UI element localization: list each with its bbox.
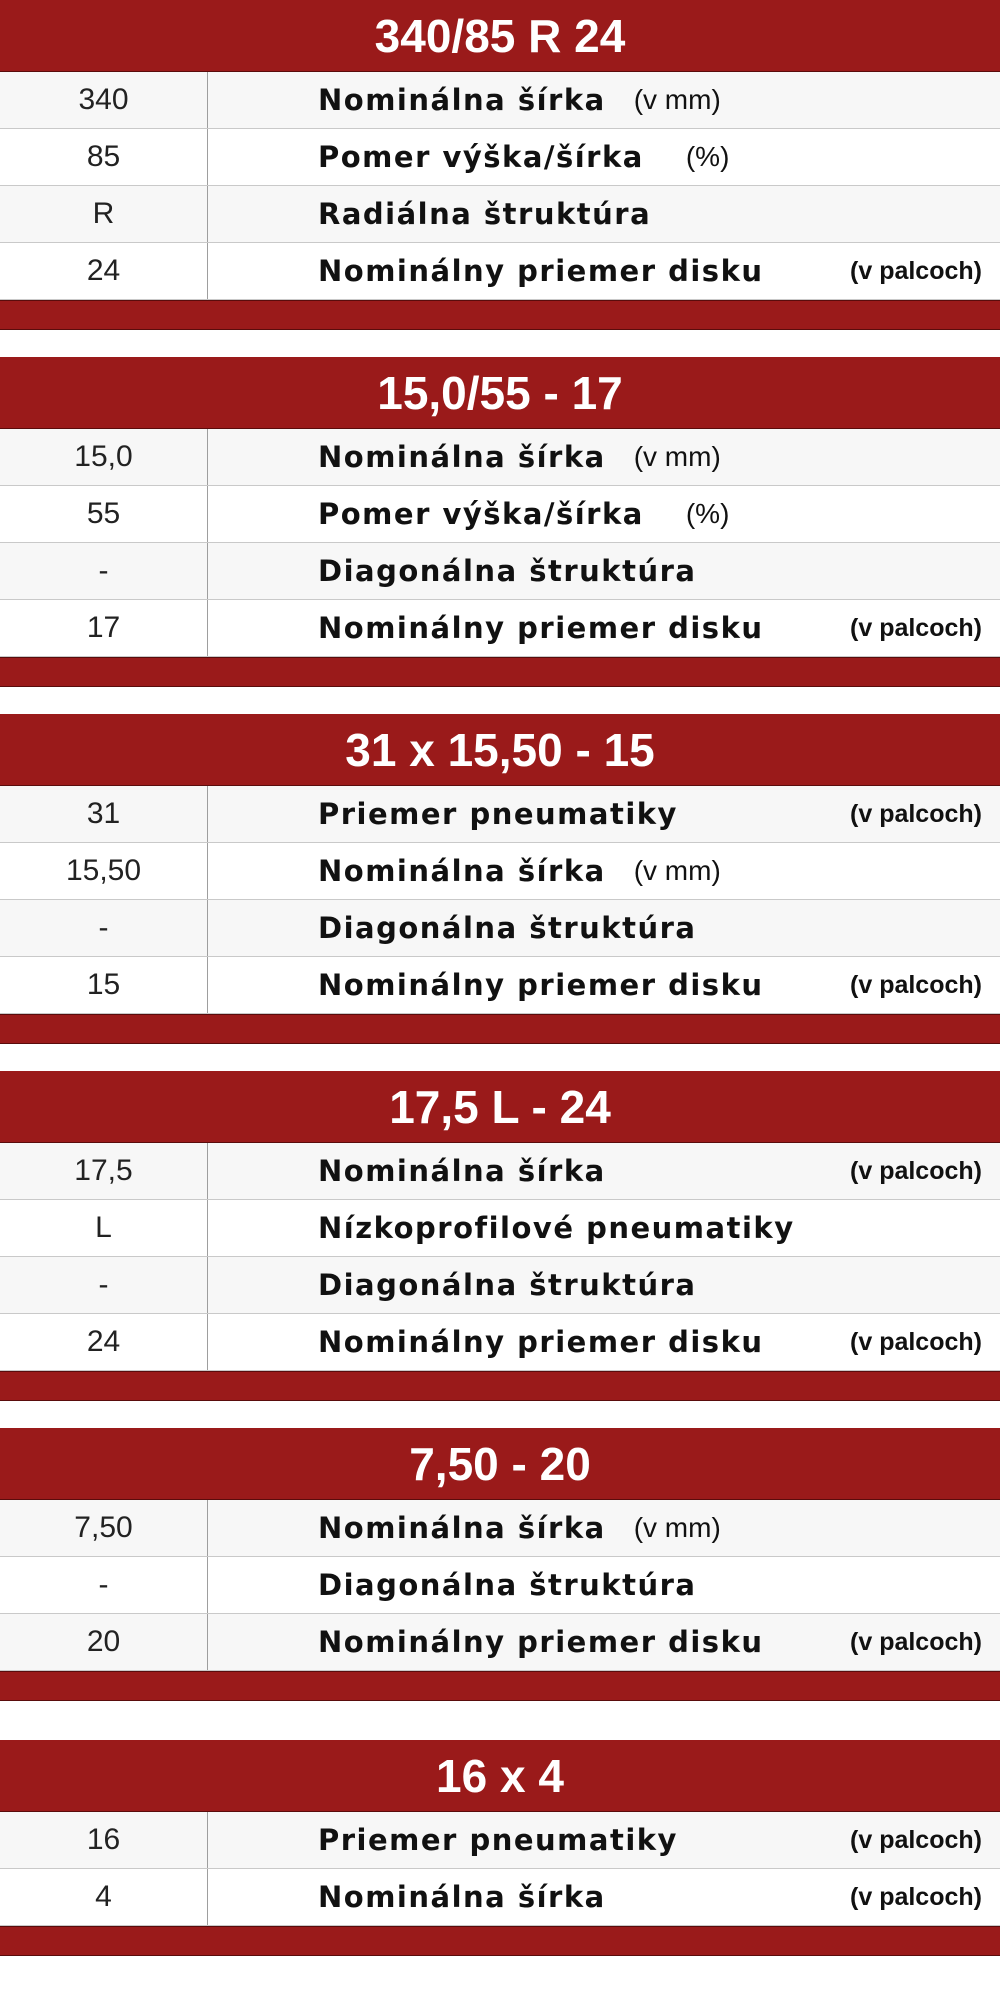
spec-rows bbox=[0, 1143, 1000, 1371]
spec-unit: (v palcoch) bbox=[850, 970, 982, 999]
table-row bbox=[0, 1812, 1000, 1869]
spec-label: Nominálna šírka bbox=[318, 83, 606, 117]
spec-unit: (v mm) bbox=[633, 84, 721, 115]
spec-value: 7,50 bbox=[0, 1500, 208, 1556]
spec-description bbox=[208, 900, 1000, 956]
spec-value: 17 bbox=[0, 600, 208, 656]
spec-description bbox=[208, 843, 1000, 899]
section-footer-bar bbox=[0, 1926, 1000, 1956]
spec-description bbox=[208, 1557, 1000, 1613]
spec-unit: (%) bbox=[685, 498, 730, 529]
spec-value: - bbox=[0, 900, 208, 956]
spec-description bbox=[208, 486, 1000, 542]
tire-section-3 bbox=[0, 714, 1000, 1044]
spec-label: Pomer výška/šírka bbox=[318, 497, 644, 531]
section-title: 15,0/55 - 17 bbox=[0, 357, 1000, 429]
spec-label: Nominálny priemer disku bbox=[318, 1625, 764, 1659]
table-row bbox=[0, 843, 1000, 900]
spec-label: Nominálna šírka bbox=[318, 1511, 606, 1545]
section-title: 7,50 - 20 bbox=[0, 1428, 1000, 1500]
spec-label: Priemer pneumatiky bbox=[318, 797, 678, 831]
spec-unit: (%) bbox=[685, 141, 730, 172]
spec-description bbox=[208, 1200, 1000, 1256]
spec-rows bbox=[0, 1812, 1000, 1926]
spec-description bbox=[208, 1614, 1000, 1670]
spec-value: 24 bbox=[0, 1314, 208, 1370]
spec-label: Nominálna šírka bbox=[318, 854, 606, 888]
spec-value: L bbox=[0, 1200, 208, 1256]
section-title: 17,5 L - 24 bbox=[0, 1071, 1000, 1143]
spec-description bbox=[208, 1500, 1000, 1556]
spec-value: 31 bbox=[0, 786, 208, 842]
table-row bbox=[0, 543, 1000, 600]
spec-value: 340 bbox=[0, 72, 208, 128]
spec-label: Nominálna šírka bbox=[318, 440, 606, 474]
spec-rows bbox=[0, 1500, 1000, 1671]
table-row bbox=[0, 1614, 1000, 1671]
spec-description bbox=[208, 786, 1000, 842]
table-row bbox=[0, 129, 1000, 186]
spec-value: 4 bbox=[0, 1869, 208, 1925]
spec-value: 24 bbox=[0, 243, 208, 299]
spec-description bbox=[208, 1257, 1000, 1313]
spec-description bbox=[208, 429, 1000, 485]
spec-value: 15 bbox=[0, 957, 208, 1013]
section-footer-bar bbox=[0, 300, 1000, 330]
spec-label: Nominálny priemer disku bbox=[318, 968, 764, 1002]
table-row bbox=[0, 1500, 1000, 1557]
table-row bbox=[0, 1314, 1000, 1371]
spec-label: Nominálny priemer disku bbox=[318, 611, 764, 645]
spec-value: - bbox=[0, 1257, 208, 1313]
tire-section-4 bbox=[0, 1071, 1000, 1401]
spec-value: 15,50 bbox=[0, 843, 208, 899]
section-title: 340/85 R 24 bbox=[0, 0, 1000, 72]
table-row bbox=[0, 600, 1000, 657]
table-row bbox=[0, 72, 1000, 129]
spec-description bbox=[208, 1869, 1000, 1925]
table-row bbox=[0, 957, 1000, 1014]
spec-description bbox=[208, 72, 1000, 128]
spec-value: 55 bbox=[0, 486, 208, 542]
spec-label: Nominálna šírka bbox=[318, 1154, 606, 1188]
tire-section-5 bbox=[0, 1428, 1000, 1701]
section-title: 31 x 15,50 - 15 bbox=[0, 714, 1000, 786]
spec-description bbox=[208, 543, 1000, 599]
section-footer-bar bbox=[0, 1014, 1000, 1044]
table-row bbox=[0, 1869, 1000, 1926]
spec-unit: (v mm) bbox=[633, 855, 721, 886]
table-row bbox=[0, 243, 1000, 300]
spec-label: Priemer pneumatiky bbox=[318, 1823, 678, 1857]
spec-label: Radiálna štruktúra bbox=[318, 197, 652, 231]
spec-unit: (v palcoch) bbox=[850, 613, 982, 642]
spec-description bbox=[208, 600, 1000, 656]
section-footer-bar bbox=[0, 1371, 1000, 1401]
spec-description bbox=[208, 186, 1000, 242]
table-row bbox=[0, 429, 1000, 486]
spec-label: Diagonálna štruktúra bbox=[318, 1268, 697, 1302]
tire-section-6 bbox=[0, 1740, 1000, 1956]
table-row bbox=[0, 786, 1000, 843]
spec-description bbox=[208, 1812, 1000, 1868]
spec-description bbox=[208, 957, 1000, 1013]
spec-rows bbox=[0, 786, 1000, 1014]
spec-label: Nízkoprofilové pneumatiky bbox=[318, 1211, 795, 1245]
spec-unit: (v palcoch) bbox=[850, 1627, 982, 1656]
spec-unit: (v palcoch) bbox=[850, 1882, 982, 1911]
spec-unit: (v mm) bbox=[633, 441, 721, 472]
table-row bbox=[0, 1143, 1000, 1200]
spec-unit: (v palcoch) bbox=[850, 256, 982, 285]
spec-value: - bbox=[0, 543, 208, 599]
section-footer-bar bbox=[0, 1671, 1000, 1701]
spec-label: Nominálny priemer disku bbox=[318, 1325, 764, 1359]
section-title: 16 x 4 bbox=[0, 1740, 1000, 1812]
spec-value: 85 bbox=[0, 129, 208, 185]
table-row bbox=[0, 186, 1000, 243]
spec-value: 16 bbox=[0, 1812, 208, 1868]
spec-unit: (v palcoch) bbox=[850, 799, 982, 828]
table-row bbox=[0, 900, 1000, 957]
spec-rows bbox=[0, 72, 1000, 300]
spec-label: Diagonálna štruktúra bbox=[318, 1568, 697, 1602]
spec-value: 17,5 bbox=[0, 1143, 208, 1199]
spec-unit: (v palcoch) bbox=[850, 1156, 982, 1185]
spec-description bbox=[208, 129, 1000, 185]
spec-label: Pomer výška/šírka bbox=[318, 140, 644, 174]
spec-label: Diagonálna štruktúra bbox=[318, 911, 697, 945]
spec-rows bbox=[0, 429, 1000, 657]
spec-unit: (v palcoch) bbox=[850, 1327, 982, 1356]
spec-value: R bbox=[0, 186, 208, 242]
spec-unit: (v mm) bbox=[633, 1512, 721, 1543]
section-footer-bar bbox=[0, 657, 1000, 687]
tire-section-2 bbox=[0, 357, 1000, 687]
spec-description bbox=[208, 1143, 1000, 1199]
spec-unit: (v palcoch) bbox=[850, 1825, 982, 1854]
table-row bbox=[0, 1557, 1000, 1614]
spec-label: Diagonálna štruktúra bbox=[318, 554, 697, 588]
table-row bbox=[0, 1200, 1000, 1257]
spec-label: Nominálna šírka bbox=[318, 1880, 606, 1914]
spec-label: Nominálny priemer disku bbox=[318, 254, 764, 288]
spec-description bbox=[208, 1314, 1000, 1370]
table-row bbox=[0, 1257, 1000, 1314]
table-row bbox=[0, 486, 1000, 543]
spec-description bbox=[208, 243, 1000, 299]
spec-value: 15,0 bbox=[0, 429, 208, 485]
spec-value: - bbox=[0, 1557, 208, 1613]
spec-value: 20 bbox=[0, 1614, 208, 1670]
tire-section-1 bbox=[0, 0, 1000, 330]
